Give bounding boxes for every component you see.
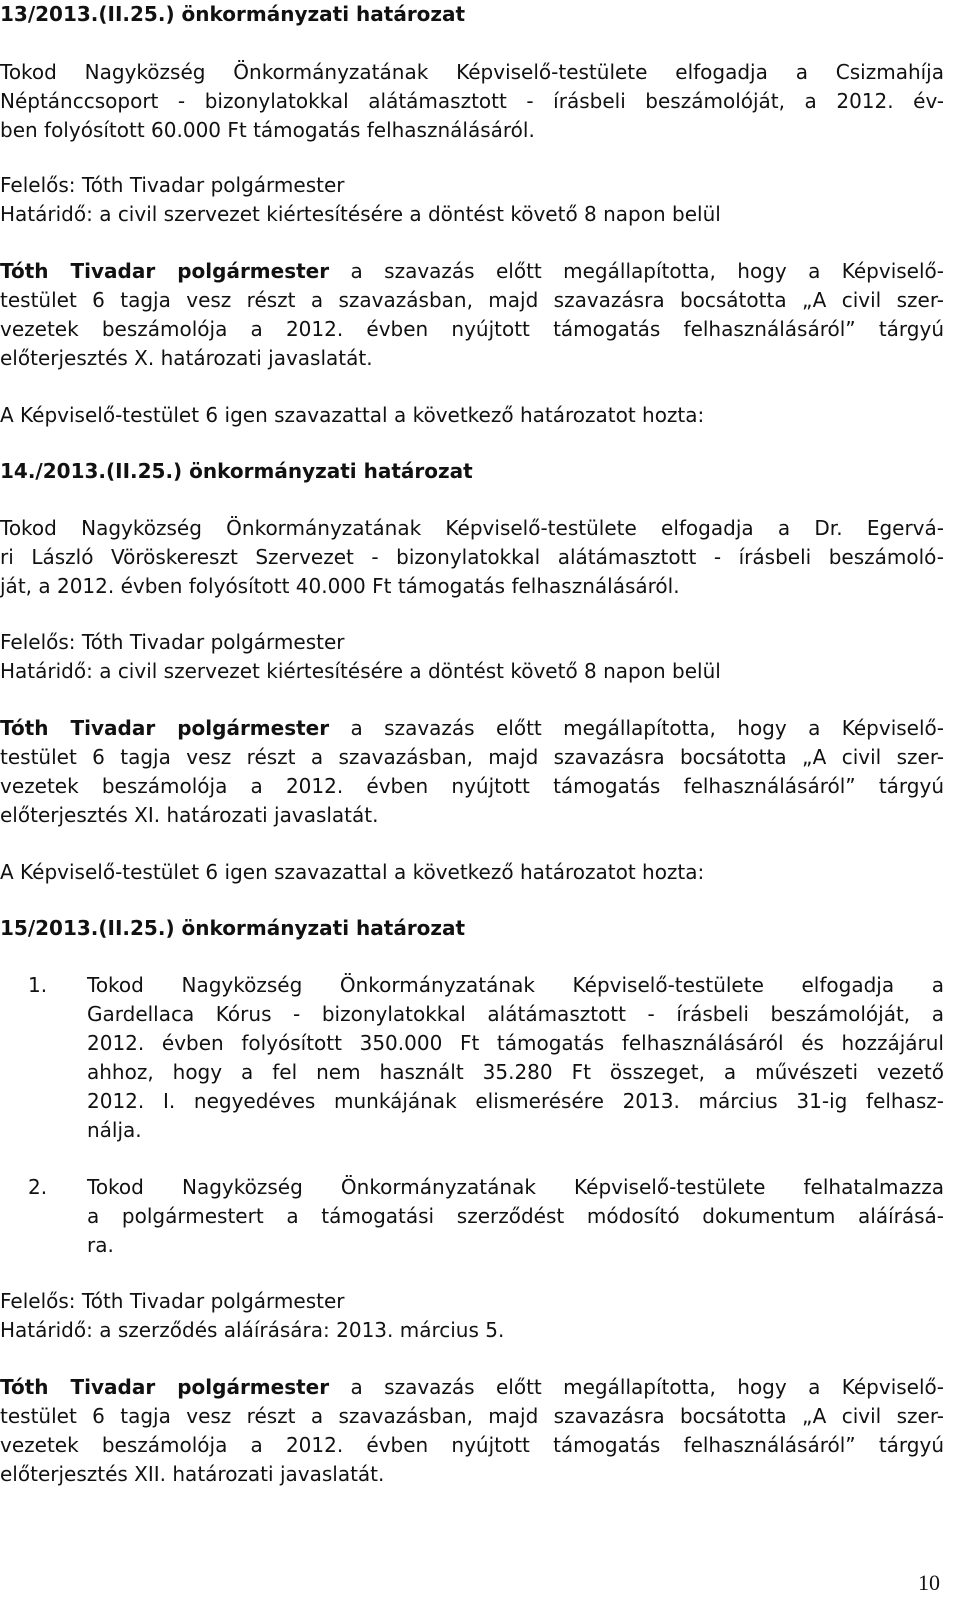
responsible-line: Felelős: Tóth Tivadar polgármester bbox=[0, 173, 345, 197]
mayor-name: Tóth Tivadar polgármester bbox=[0, 1375, 330, 1399]
list-item-line: Gardellaca Kórus - bizonylatokkal alátámasztott - írásbeli beszámolóját, a bbox=[87, 1002, 944, 1026]
list-item-line: Tokod Nagyközség Önkormányzatának Képviselő-testülete elfogadja a bbox=[87, 973, 944, 997]
resolution-text-line: Néptánccsoport - bizonylatokkal alátámasztott - írásbeli beszámolóját, a 2012. év- bbox=[0, 89, 944, 113]
list-item-line: nálja. bbox=[87, 1118, 142, 1142]
deadline-line: Határidő: a civil szervezet kiértesítésére a döntést követő 8 napon belül bbox=[0, 659, 721, 683]
vote-text-line: Tóth Tivadar polgármester a szavazás előtt megállapította, hogy a Képviselő- bbox=[0, 716, 944, 740]
vote-text-line: testület 6 tagja vesz részt a szavazásban, majd szavazásra bocsátotta „A civil szer- bbox=[0, 1404, 944, 1428]
vote-text-line: testület 6 tagja vesz részt a szavazásban, majd szavazásra bocsátotta „A civil szer- bbox=[0, 745, 944, 769]
mayor-name: Tóth Tivadar polgármester bbox=[0, 716, 330, 740]
vote-result-line: A Képviselő-testület 6 igen szavazattal a következő határozatot hozta: bbox=[0, 860, 705, 884]
resolution-text-line: Tokod Nagyközség Önkormányzatának Képviselő-testülete elfogadja a Dr. Egervá- bbox=[0, 516, 944, 540]
resolution-heading-14: 14./2013.(II.25.) önkormányzati határozat bbox=[0, 459, 473, 483]
list-item-line: 2012. évben folyósított 350.000 Ft támogatás felhasználásáról és hozzájárul bbox=[87, 1031, 944, 1055]
responsible-line: Felelős: Tóth Tivadar polgármester bbox=[0, 630, 345, 654]
vote-text-line: testület 6 tagja vesz részt a szavazásban, majd szavazásra bocsátotta „A civil szer- bbox=[0, 288, 944, 312]
vote-text-line: Tóth Tivadar polgármester a szavazás előtt megállapította, hogy a Képviselő- bbox=[0, 259, 944, 283]
vote-text-line: előterjesztés X. határozati javaslatát. bbox=[0, 346, 373, 370]
deadline-line: Határidő: a civil szervezet kiértesítésére a döntést követő 8 napon belül bbox=[0, 202, 721, 226]
deadline-line: Határidő: a szerződés aláírására: 2013. március 5. bbox=[0, 1318, 505, 1342]
mayor-name: Tóth Tivadar polgármester bbox=[0, 259, 330, 283]
list-item-line: ahhoz, hogy a fel nem használt 35.280 Ft összeget, a művészeti vezető bbox=[87, 1060, 944, 1084]
resolution-text-line: Tokod Nagyközség Önkormányzatának Képviselő-testülete elfogadja a Csizmahíja bbox=[0, 60, 944, 84]
list-item-line: ra. bbox=[87, 1233, 114, 1257]
resolution-heading-15: 15/2013.(II.25.) önkormányzati határozat bbox=[0, 916, 466, 940]
vote-text-line: előterjesztés XI. határozati javaslatát. bbox=[0, 803, 379, 827]
resolution-heading-13: 13/2013.(II.25.) önkormányzati határozat bbox=[0, 2, 466, 26]
responsible-line: Felelős: Tóth Tivadar polgármester bbox=[0, 1289, 345, 1313]
list-item-line: Tokod Nagyközség Önkormányzatának Képviselő-testülete felhatalmazza bbox=[87, 1175, 944, 1199]
resolution-text-line: ját, a 2012. évben folyósított 40.000 Ft támogatás felhasználásáról. bbox=[0, 574, 680, 598]
list-item-line: 2012. I. negyedéves munkájának elismerésére 2013. március 31-ig felhasz- bbox=[87, 1089, 944, 1113]
resolution-text-line: ri László Vöröskereszt Szervezet - bizonylatokkal alátámasztott - írásbeli beszámoló- bbox=[0, 545, 944, 569]
list-number: 1. bbox=[28, 973, 48, 997]
vote-text-line: Tóth Tivadar polgármester a szavazás előtt megállapította, hogy a Képviselő- bbox=[0, 1375, 944, 1399]
page-number: 10 bbox=[918, 1570, 940, 1595]
resolution-text-line: ben folyósított 60.000 Ft támogatás felhasználásáról. bbox=[0, 118, 535, 142]
vote-result-line: A Képviselő-testület 6 igen szavazattal a következő határozatot hozta: bbox=[0, 403, 705, 427]
vote-text-line: előterjesztés XII. határozati javaslatát. bbox=[0, 1462, 385, 1486]
vote-text-line: vezetek beszámolója a 2012. évben nyújtott támogatás felhasználásáról” tárgyú bbox=[0, 317, 944, 341]
list-number: 2. bbox=[28, 1175, 48, 1199]
list-item-line: a polgármestert a támogatási szerződést módosító dokumentum aláírásá- bbox=[87, 1204, 944, 1228]
vote-text-line: vezetek beszámolója a 2012. évben nyújtott támogatás felhasználásáról” tárgyú bbox=[0, 774, 944, 798]
vote-text-line: vezetek beszámolója a 2012. évben nyújtott támogatás felhasználásáról” tárgyú bbox=[0, 1433, 944, 1457]
